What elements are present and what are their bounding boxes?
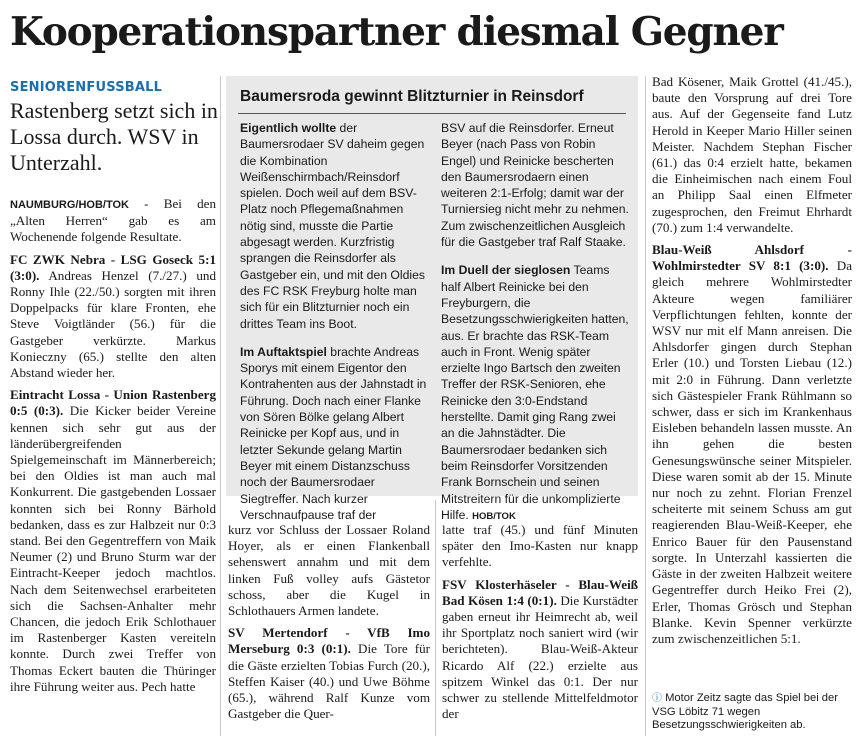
info-box-column-left bbox=[240, 120, 432, 535]
info-box-divider bbox=[238, 113, 626, 114]
box-paragraph: Im Duell der sieglosen Teams half Albert Reinicke bei den Freyburgern, die Besetzungsschwierigkeiten hatten, aus. Er brachte das RSK-Team auch in Front. Wenig später erzielte Ingo Bartsch den zweiten Treffer der RSK-Senioren, ehe Reinicke den 3:0-Endstand herstellte. Damit ging Rang zwei an die Jahnstädter. Die Baumersrodaer bedanken sich beim Reinsdorfer Vorsitzenden Frank Bornschein und seinen Mitstreitern für die unkomplizierte Hilfe. HOB/TOK bbox=[441, 263, 629, 522]
column-2 bbox=[228, 522, 430, 728]
column-divider bbox=[645, 76, 646, 736]
result-mertendorf: SV Mertendorf - VfB Imo Merseburg 0:3 (0:1). Die Tore für die Gäste erzielten Tobias Furch (20.), Steffen Kaiser (40.) und Uwe Böhme (65.), während Ralf Kunze vom Gastgeber die Quer- bbox=[228, 625, 430, 722]
result-teams: FSV Klosterhäseler - Blau-Weiß Bad Kösen 1:4 (0:1). bbox=[442, 576, 638, 608]
dateline: NAUMBURG/HOB/TOK bbox=[10, 199, 129, 211]
box-paragraph: BSV auf die Reinsdorfer. Erneut Beyer (nach Pass von Robin Engel) und Reinicke bescherten den Baumersrodaern einen weiteren 2:1-Erfolg; damit war der Turniersieg nicht mehr zu nehmen. Zum zwischenzeitlichen Ausgleich für die Gastgeber traf Ralf Staake. bbox=[441, 121, 629, 250]
headline: Kooperationspartner diesmal Gegner bbox=[10, 9, 783, 55]
column-divider bbox=[220, 76, 221, 736]
result-klosterhaeseler-continued: Bad Kösener, Maik Grottel (41./45.), baute den Vorsprung auf drei Tore aus. Auf der Gegenseite fand Lutz Herold in Keeper Mario Hiller seinen Meister. Nachdem Stephan Fischer (61.) das 0:4 erzielt hatte, bekamen die Einheimischen nach einem Foul an Philipp Saal einen Elfmeter zugesprochen, den Freimut Ehrhardt (70.) zum 1:4 verwandelte. bbox=[652, 74, 852, 235]
author-signature: HOB/TOK bbox=[472, 510, 516, 522]
rubric-label: SENIORENFUSSBALL bbox=[10, 80, 163, 95]
subheadline: Rastenberg setzt sich in Lossa durch. WSV in Unterzahl. bbox=[10, 98, 218, 175]
result-lossa-continued: kurz vor Schluss der Lossaer Roland Hoyer, als er einen Flankenball sehenswert annahm und mit dem linken Fuß volley aufs Gästetor schoss, aber die Kugel in Schlothauers Armen landete. bbox=[228, 522, 430, 619]
column-4 bbox=[652, 74, 852, 653]
result-teams: Eintracht Lossa - Union Rastenberg 0:5 (0:3). bbox=[10, 387, 216, 419]
column-1 bbox=[10, 196, 216, 701]
result-teams: Blau-Weiß Ahlsdorf - Wohlmirstedter SV 8:1 (3:0). bbox=[652, 242, 852, 274]
result-lossa: Eintracht Lossa - Union Rastenberg 0:5 (0:3). Die Kicker beider Vereine kennen sich sehr gut aus der länderübergreifenden Spielgemeinschaft im Männerbereich; bei den Oldies ist man auch mal Konkurrent. Die gastgebenden Lossaer konnten sich bei Ronny Bärhold bedanken, dass es zur Halbzeit nur 0:3 stand. Bei den Gegentreffern von Maik Neumer (2) und Bruno Sturm war der Eintracht-Keeper jedoch machtlos. Nach dem Seitenwechsel erarbeiteten sich die Sachsen-Anhalter mehr Chancen, die jedoch Erik Schlothauer im Rastenberger Kasten vereiteln konnte. Durch zwei Treffer von Thomas Eckert bauten die Thüringer ihre Führung weiter aus. Pech hatte bbox=[10, 387, 216, 694]
column-divider bbox=[435, 500, 436, 736]
column-3 bbox=[442, 522, 638, 728]
info-box-column-right bbox=[441, 120, 629, 537]
info-icon: ⓘ bbox=[652, 693, 662, 704]
result-teams: SV Mertendorf - VfB Imo Merseburg 0:3 (0:1). bbox=[228, 625, 430, 657]
result-klosterhaeseler: FSV Klosterhäseler - Blau-Weiß Bad Kösen 1:4 (0:1). Die Kurstädter gaben erneut ihr Heimrecht ab, weil ihr Sportplatz noch saniert wird (wir berichteten). Blau-Weiß-Akteur Ricardo Alf (22.) erzielte aus spitzem Winkel das 0:1. Der nur schwer zu stellende Mittelfeldmotor der bbox=[442, 576, 638, 722]
result-mertendorf-continued: latte traf (45.) und fünf Minuten später den Imo-Kasten nur knapp verfehlte. bbox=[442, 522, 638, 570]
result-nebra: FC ZWK Nebra - LSG Goseck 5:1 (3:0). Andreas Henzel (7./27.) und Ronny Ihle (22./50.) sorgten mit ihren Doppelpacks für klare Fronten, ehe Steve Voigtländer (56.) für die Gastgeber verkürzte. Markus Konieczny (65.) stellte den alten Abstand wieder her. bbox=[10, 251, 216, 381]
info-box-title: Baumersroda gewinnt Blitzturnier in Reinsdorf bbox=[240, 88, 584, 105]
box-paragraph: Im Auftaktspiel brachte Andreas Sporys mit einem Eigentor den Kontrahenten aus der Jahnstadt in Führung. Doch nach einer Flanke von Sören Bölke gelang Albert Reinicke per Kopf aus, und in letzter Sekunde gelang Martin Beyer mit einem Distanzschuss noch der Baumersrodaer Siegtreffer. Nach kurzer Verschnaufpause traf der bbox=[240, 344, 427, 522]
box-paragraph: Eigentlich wollte der Baumersrodaer SV daheim gegen die Kombination Weißenschirmbach/Reinsdorf spielen. Doch weil auf dem BSV-Platz noch Pflegemaßnahmen nötig sind, musste die Partie abgesagt werden. Kurzfristig sprangen die Reinsdorfer als Gastgeber ein, und mit den Oldies des FC RSK Freyburg holte man sich für ein Blitzturnier noch ein drittes Team ins Boot. bbox=[240, 121, 425, 331]
intro-paragraph: NAUMBURG/HOB/TOK - Bei den „Alten Herren“ gab es am Wochenende folgende Resultate. bbox=[10, 196, 216, 245]
result-teams: FC ZWK Nebra - LSG Goseck 5:1 (3:0). bbox=[10, 251, 216, 283]
result-ahlsdorf: Blau-Weiß Ahlsdorf - Wohlmirstedter SV 8:1 (3:0). Da gleich mehrere Wohlmirstedter Akteure wegen familiärer Verpflichtungen fehlten, konnte der WSV nur mit elf Mann anreisen. Die Ahlsdorfer gingen durch Stephan Erler (10.) und Torsten Liebau (12.) mit 2:0 in Führung. Dann verletzte sich Gästespieler Frank Rühlmann so schwer, dass er sich im Krankenhaus Eisleben behandeln lassen musste. An ihn gehen die besten Genesungswünsche seiner Mitspieler. Diese waren somit ab der 15. Minute nur noch zu zehnt. Florian Frenzel scheiterte mit seinem Schuss am gut reagierenden Blau-Weiß-Keeper, ehe Enrico Bauer für den Pausenstand sorgte. In Unterzahl kassierten die Gäste in der zweiten Halbzeit weitere Gegentreffer durch Heiko Frei (2), Erler, Thomas Grösch und Stephan Blanke. Kevin Spenner verkürzte zum zwischenzeitlichen 5:1. bbox=[652, 242, 853, 646]
footnote: ⓘ Motor Zeitz sagte das Spiel bei der VSG Löbitz 71 wegen Besetzungsschwierigkeiten ab. bbox=[652, 692, 838, 731]
